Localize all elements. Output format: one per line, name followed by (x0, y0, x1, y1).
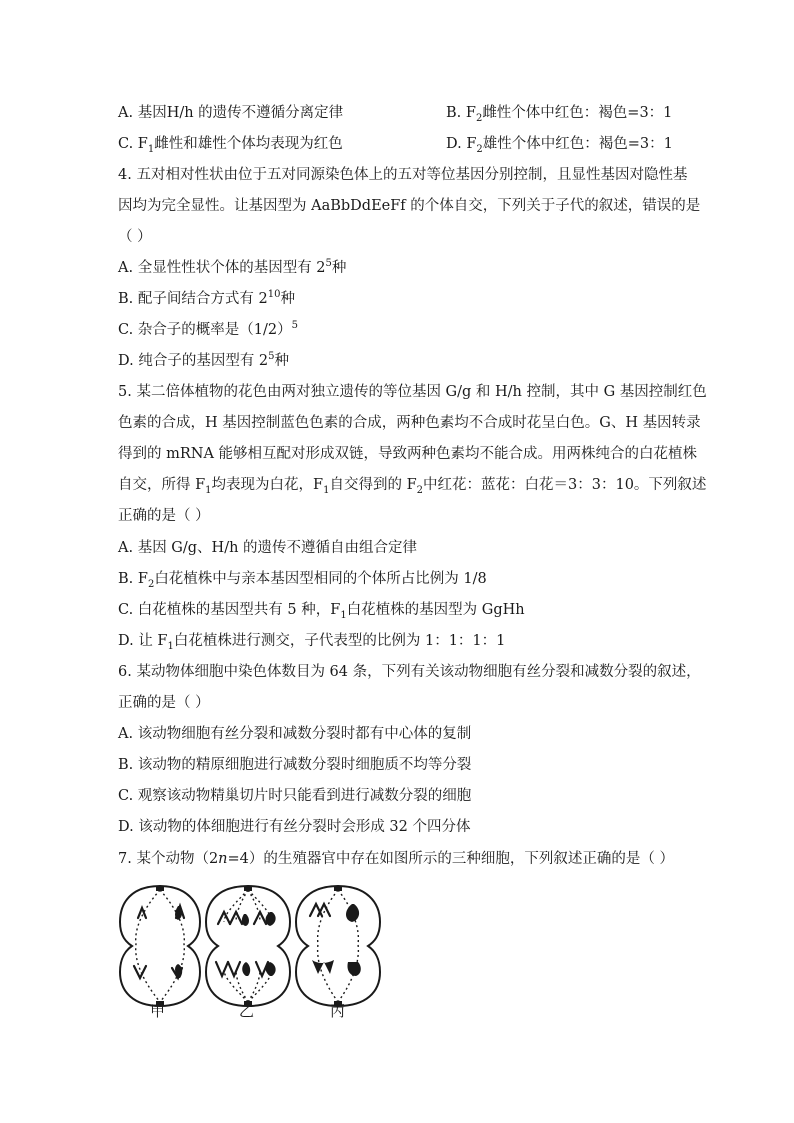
q6-stem-line1: 6. 某动物体细胞中染色体数目为 64 条，下列有关该动物细胞有丝分裂和减数分裂的叙述， (118, 664, 701, 680)
cell-outline-jia (120, 886, 200, 1006)
q3-option-d: D. $F_2$雄性个体中红色：褐色=3：1 (446, 136, 673, 155)
q5-stem-line4: 自交，所得 $F_1$均表现为白花，$F_1$自交得到的 $F_2$中红花：蓝花：白花＝3：3：10。下列叙述 (118, 477, 707, 496)
q4-answer-paren: （ ） (118, 229, 152, 245)
q4-stem-line1: 4. 五对相对性状由位于五对同源染色体上的五对等位基因分别控制，且显性基因对隐性基 (118, 167, 688, 183)
q5-option-c: C. 白花植株的基因型共有 5 种，$F_1$白花植株的基因型为 GgHh (118, 602, 525, 621)
q4-option-b: B. 配子间结合方式有 $2^{10}$种 (118, 289, 295, 307)
q5-stem-line3: 得到的 mRNA 能够相互配对形成双链，导致两种色素均不能合成。用两株纯合的白花植株 (118, 446, 698, 462)
q6-option-c: C. 观察该动物精巢切片时只能看到进行减数分裂的细胞 (118, 788, 472, 804)
q4-option-d: D. 纯合子的基因型有 $2^5$种 (118, 351, 290, 369)
q3-option-c: C. $F_1$雌性和雄性个体均表现为红色 (118, 136, 343, 155)
q5-stem-line5: 正确的是（ ） (118, 508, 210, 524)
caption-yi: 乙 (239, 1002, 255, 1020)
caption-jia: 甲 (150, 1002, 166, 1020)
q6-option-a: A. 该动物细胞有丝分裂和减数分裂时都有中心体的复制 (118, 726, 472, 742)
caption-bing: 丙 (330, 1002, 346, 1020)
q5-stem-line2: 色素的合成，H 基因控制蓝色色素的合成，两种色素均不合成时花呈白色。G、H 基因转录 (118, 415, 701, 431)
q5-option-b: B. $F_2$白花植株中与亲本基因型相同的个体所占比例为 1/8 (118, 571, 487, 590)
q3-option-b: B. $F_2$雌性个体中红色：褐色=3：1 (446, 105, 673, 124)
q5-stem-line1: 5. 某二倍体植物的花色由两对独立遗传的等位基因 G/g 和 H/h 控制，其中 G 基因控制红色 (118, 384, 707, 400)
q6-option-b: B. 该动物的精原细胞进行减数分裂时细胞质不均等分裂 (118, 757, 472, 773)
q4-option-a: A. 全显性性状个体的基因型有 $2^5$种 (118, 258, 347, 276)
cell-division-figure (112, 880, 392, 1020)
q5-option-d: D. 让 $F_1$白花植株进行测交，子代表型的比例为 1：1：1：1 (118, 633, 506, 652)
cell-outline-bing (296, 886, 380, 1006)
q3-option-a: A. 基因H/h 的遗传不遵循分离定律 (118, 105, 344, 121)
q6-stem-line2: 正确的是（ ） (118, 695, 210, 711)
q5-option-a: A. 基因 G/g、H/h 的遗传不遵循自由组合定律 (118, 540, 418, 556)
cell-outline-yi (206, 886, 290, 1006)
q7-stem: 7. 某个动物（2n=4）的生殖器官中存在如图所示的三种细胞，下列叙述正确的是（ ） (118, 851, 674, 867)
q6-option-d: D. 该动物的体细胞进行有丝分裂时会形成 32 个四分体 (118, 819, 471, 835)
q4-stem-line2: 因均为完全显性。让基因型为 AaBbDdEeFf 的个体自交，下列关于子代的叙述，错误的是 (118, 198, 701, 214)
q4-option-c: C. 杂合子的概率是$(1/2)^5$ (118, 320, 299, 338)
